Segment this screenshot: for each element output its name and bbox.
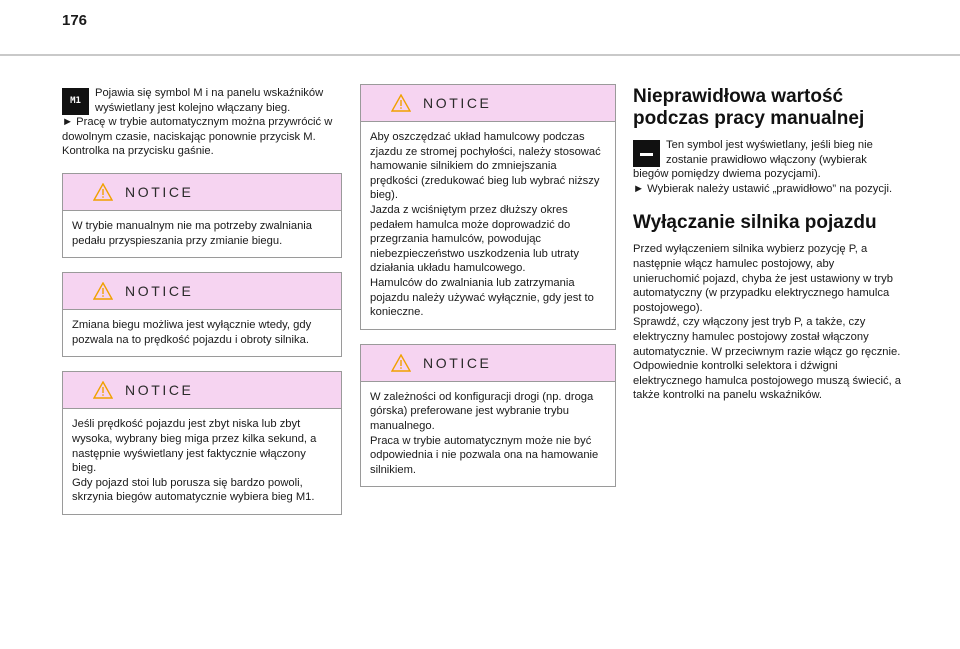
notice-header: [361, 85, 615, 122]
notice-box: [62, 272, 342, 357]
warning-triangle-icon: [93, 183, 113, 201]
warning-triangle-icon: [93, 381, 113, 399]
invalid-gear-symbol-icon: [633, 140, 660, 167]
notice-header: [63, 273, 341, 310]
notice-title: NOTICE: [423, 95, 492, 111]
column-left: [62, 86, 342, 515]
page-number: 176: [62, 12, 88, 29]
notice-header: [63, 372, 341, 409]
engine-off-text: Przed wyłączeniem silnika wybierz pozycję P, a następnie włącz hamulec postojowy, aby unieruchomić pojazd, chyba że jest ustawiony w tryb automatyczny (w przypadku elektrycznego hamulca postojowego). Sprawdź, czy włączony jest tryb P, a także, czy elektryczny hamulec postojowy został włączony automatycznie. W przeciwnym razie włącz go ręcznie. Odpowiednie kontrolki selektora i dźwigni elektrycznego hamulca postojowego muszą świecić, a także kontrolki na panelu wskaźników.: [633, 243, 902, 402]
notice-header: [361, 345, 615, 382]
notice-box: [62, 173, 342, 258]
warning-triangle-icon: [391, 94, 411, 112]
warning-triangle-icon: [93, 282, 113, 300]
column-middle: [360, 84, 616, 487]
invalid-value-block: [633, 138, 901, 196]
notice-box: [62, 371, 342, 515]
manual-mode-symbol-text: M1: [70, 96, 81, 106]
notice-title: NOTICE: [423, 354, 492, 371]
manual-mode-symbol-icon: [62, 88, 89, 115]
notice-title: NOTICE: [125, 382, 194, 399]
notice-box: [360, 84, 616, 330]
section-heading-engine-off: Wyłączanie silnika pojazdu: [633, 212, 877, 234]
invalid-value-text: Ten symbol jest wyświetlany, jeśli bieg nie zostanie prawidłowo włączony (wybierak biegów pomiędzy dwiema pozycjami). ► Wybierak należy ustawić „prawidłowo” na pozycji.: [633, 139, 893, 195]
notice-text: W zależności od konfiguracji drogi (np. droga górska) preferowane jest wybranie trybu manualnego. Praca w trybie automatycznym może nie być odpowiednia i nie pozwala ona na hamowanie silnikiem.: [370, 390, 599, 476]
intro-text: Pojawia się symbol M i na panelu wskaźników wyświetlany jest kolejno włączany bieg. ► Pracę w trybie automatycznym można przywrócić w dowolnym czasie, naciskając ponownie przycisk M. Kontrolka na przycisku gaśnie.: [62, 87, 333, 158]
notice-text: Zmiana biegu możliwa jest wyłącznie wtedy, gdy pozwala na to prędkość pojazdu i obroty silnika.: [72, 319, 312, 346]
notice-header: [63, 174, 341, 211]
notice-title: NOTICE: [125, 183, 194, 200]
notice-text: W trybie manualnym nie ma potrzeby zwalniania pedału przyspieszania przy zmianie biegu.: [72, 219, 313, 247]
notice-title: NOTICE: [125, 283, 194, 300]
warning-triangle-icon: [391, 354, 411, 372]
notice-text: Jeśli prędkość pojazdu jest zbyt niska lub zbyt wysoka, wybrany bieg miga przez kilka sekund, a następnie wyświetlany jest faktycznie włączony bieg. Gdy pojazd stoi lub porusza się bardzo powoli, skrzynia biegów automatycznie wybiera bieg M1.: [72, 418, 317, 504]
intro-block: [62, 86, 342, 159]
header-divider: [0, 54, 960, 56]
notice-text: Aby oszczędzać układ hamulcowy podczas zjazdu ze stromej pochyłości, należy stosować hamowanie silnikiem do zmniejszania prędkości (zredukować bieg lub wybrać niższy bieg). Jazda z wciśniętym przez dłuższy okres pedałem hamulca może doprowadzić do przegrzania hamulców, powodując niebezpieczeństwo uszkodzenia lub utraty działania układu hamulcowego. Hamulców do zwalniania lub zatrzymania pojazdu należy używać wyłącznie, gdy jest to konieczne.: [370, 131, 601, 319]
notice-box: [360, 344, 616, 488]
section-heading-invalid-value: Nieprawidłowa wartość podczas pracy manualnej: [633, 86, 865, 129]
column-right: [633, 86, 901, 403]
